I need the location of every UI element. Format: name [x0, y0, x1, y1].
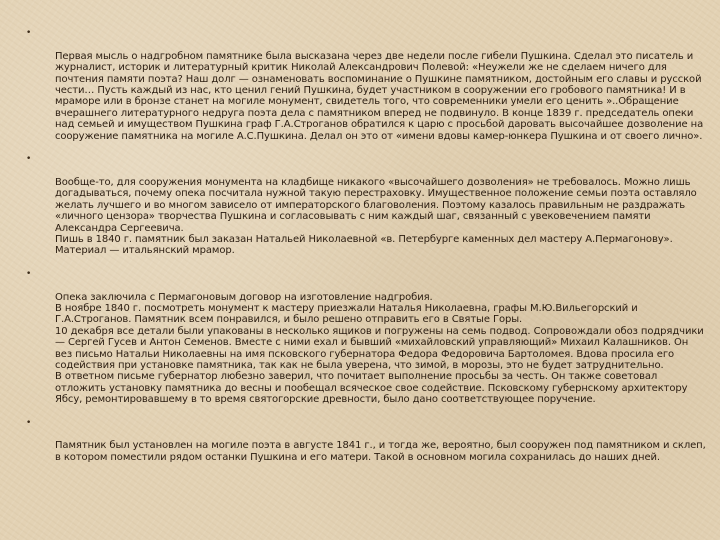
bullet-icon: • — [26, 154, 32, 165]
paragraph-1-text: Первая мысль о надгробном памятнике была высказана через две недели после гибели Пушкина. Сделал это писатель и журналист, историк и литературный критик Николай Александрович Полевой: «Неужели же не сделаем ничего для почтения памяти поэта? Наш долг — ознаменовать воспоминание о Пушкине памятником, достойным его славы и русской чести… Пусть каждый из нас, кто ценил гений Пушкина, будет участником в сооружении его гробового памятника! И в мраморе или в бронзе станет на могиле монумент, свидетель того, что современники умели его ценить »..Обращение вчерашнего литературного недруга поэта дела с памятником вперед не подвинуло. В конце 1839 г. председатель опеки над семьей и имуществом Пушкина граф Г.А.Строганов обратился к царю с просьбой даровать высочайшее дозволение на сооружение памятника на могиле А.С.Пушкина. Делал он это от «имени вдовы камер-юнкера Пушкина и от своего лично». — [55, 50, 704, 142]
bullet-icon: • — [26, 268, 32, 279]
paragraph-2-text: Вообще-то, для сооружения монумента на кладбище никакого «высочайшего дозволения» не требовалось. Можно лишь догадываться, почему опека посчитала нужной такую перестраховку. Имущественное положение семьи поэта оставляло желать лучшего и во многом зависело от императорского благоволения. Поэтому казалось правильным не раздражать «личного цензора» творчества Пушкина и согласовывать с ним каждый шаг, связанный с увековечением памяти Александра Сергеевича. Пишь в 1840 г. памятник был заказан Натальей Николаевной «в. Петербурге каменных дел мастеру А.Пермагонову». Материал — итальянский мрамор. — [55, 176, 697, 257]
bullet-list — [26, 28, 706, 463]
bullet-icon: • — [26, 417, 32, 428]
paragraph-3-text: Опека заключила с Пермагоновым договор на изготовление надгробия. В ноябре 1840 г. посмотреть монумент к мастеру приезжали Наталья Николаевна, графы М.Ю.Вильегорский и Г.А.Строганов. Памятник всем понравился, и было решено отправить его в Святые Горы. 10 декабря все детали были упакованы в несколько ящиков и погружены на семь подвод. Сопровождали обоз подрядчики — Сергей Гусев и Антон Семенов. Вместе с ними ехал и бывший «михайловский управляющий» Михаил Калашников. Он вез письмо Натальи Николаевны на имя псковского губернатора Федора Федоровича Бартоломея. Вдова просила его содействия при установке памятника, так как не была уверена, что зимой, в морозы, это не будет затруднительно. В ответном письме губернатор любезно заверил, что почитает выполнение просьбы за честь. Он также советовал отложить установку памятника до весны и пообещал всяческое свое содействие. Псковскому губернскому архитектору Ябсу, ремонтировавшему в то время святогорские древности, было дано соответствующее поручение. — [55, 291, 704, 406]
bullet-item-1 — [26, 28, 706, 142]
bullet-item-4 — [26, 418, 706, 464]
bullet-item-3 — [26, 269, 706, 406]
bullet-item-2 — [26, 154, 706, 257]
paragraph-4-text: Памятник был установлен на могиле поэта в августе 1841 г., и тогда же, вероятно, был сооружен под памятником и склеп, в котором поместили рядом останки Пушкина и его матери. Такой в основном могила сохранилась до наших дней. — [55, 440, 706, 463]
bullet-icon: • — [26, 28, 32, 38]
